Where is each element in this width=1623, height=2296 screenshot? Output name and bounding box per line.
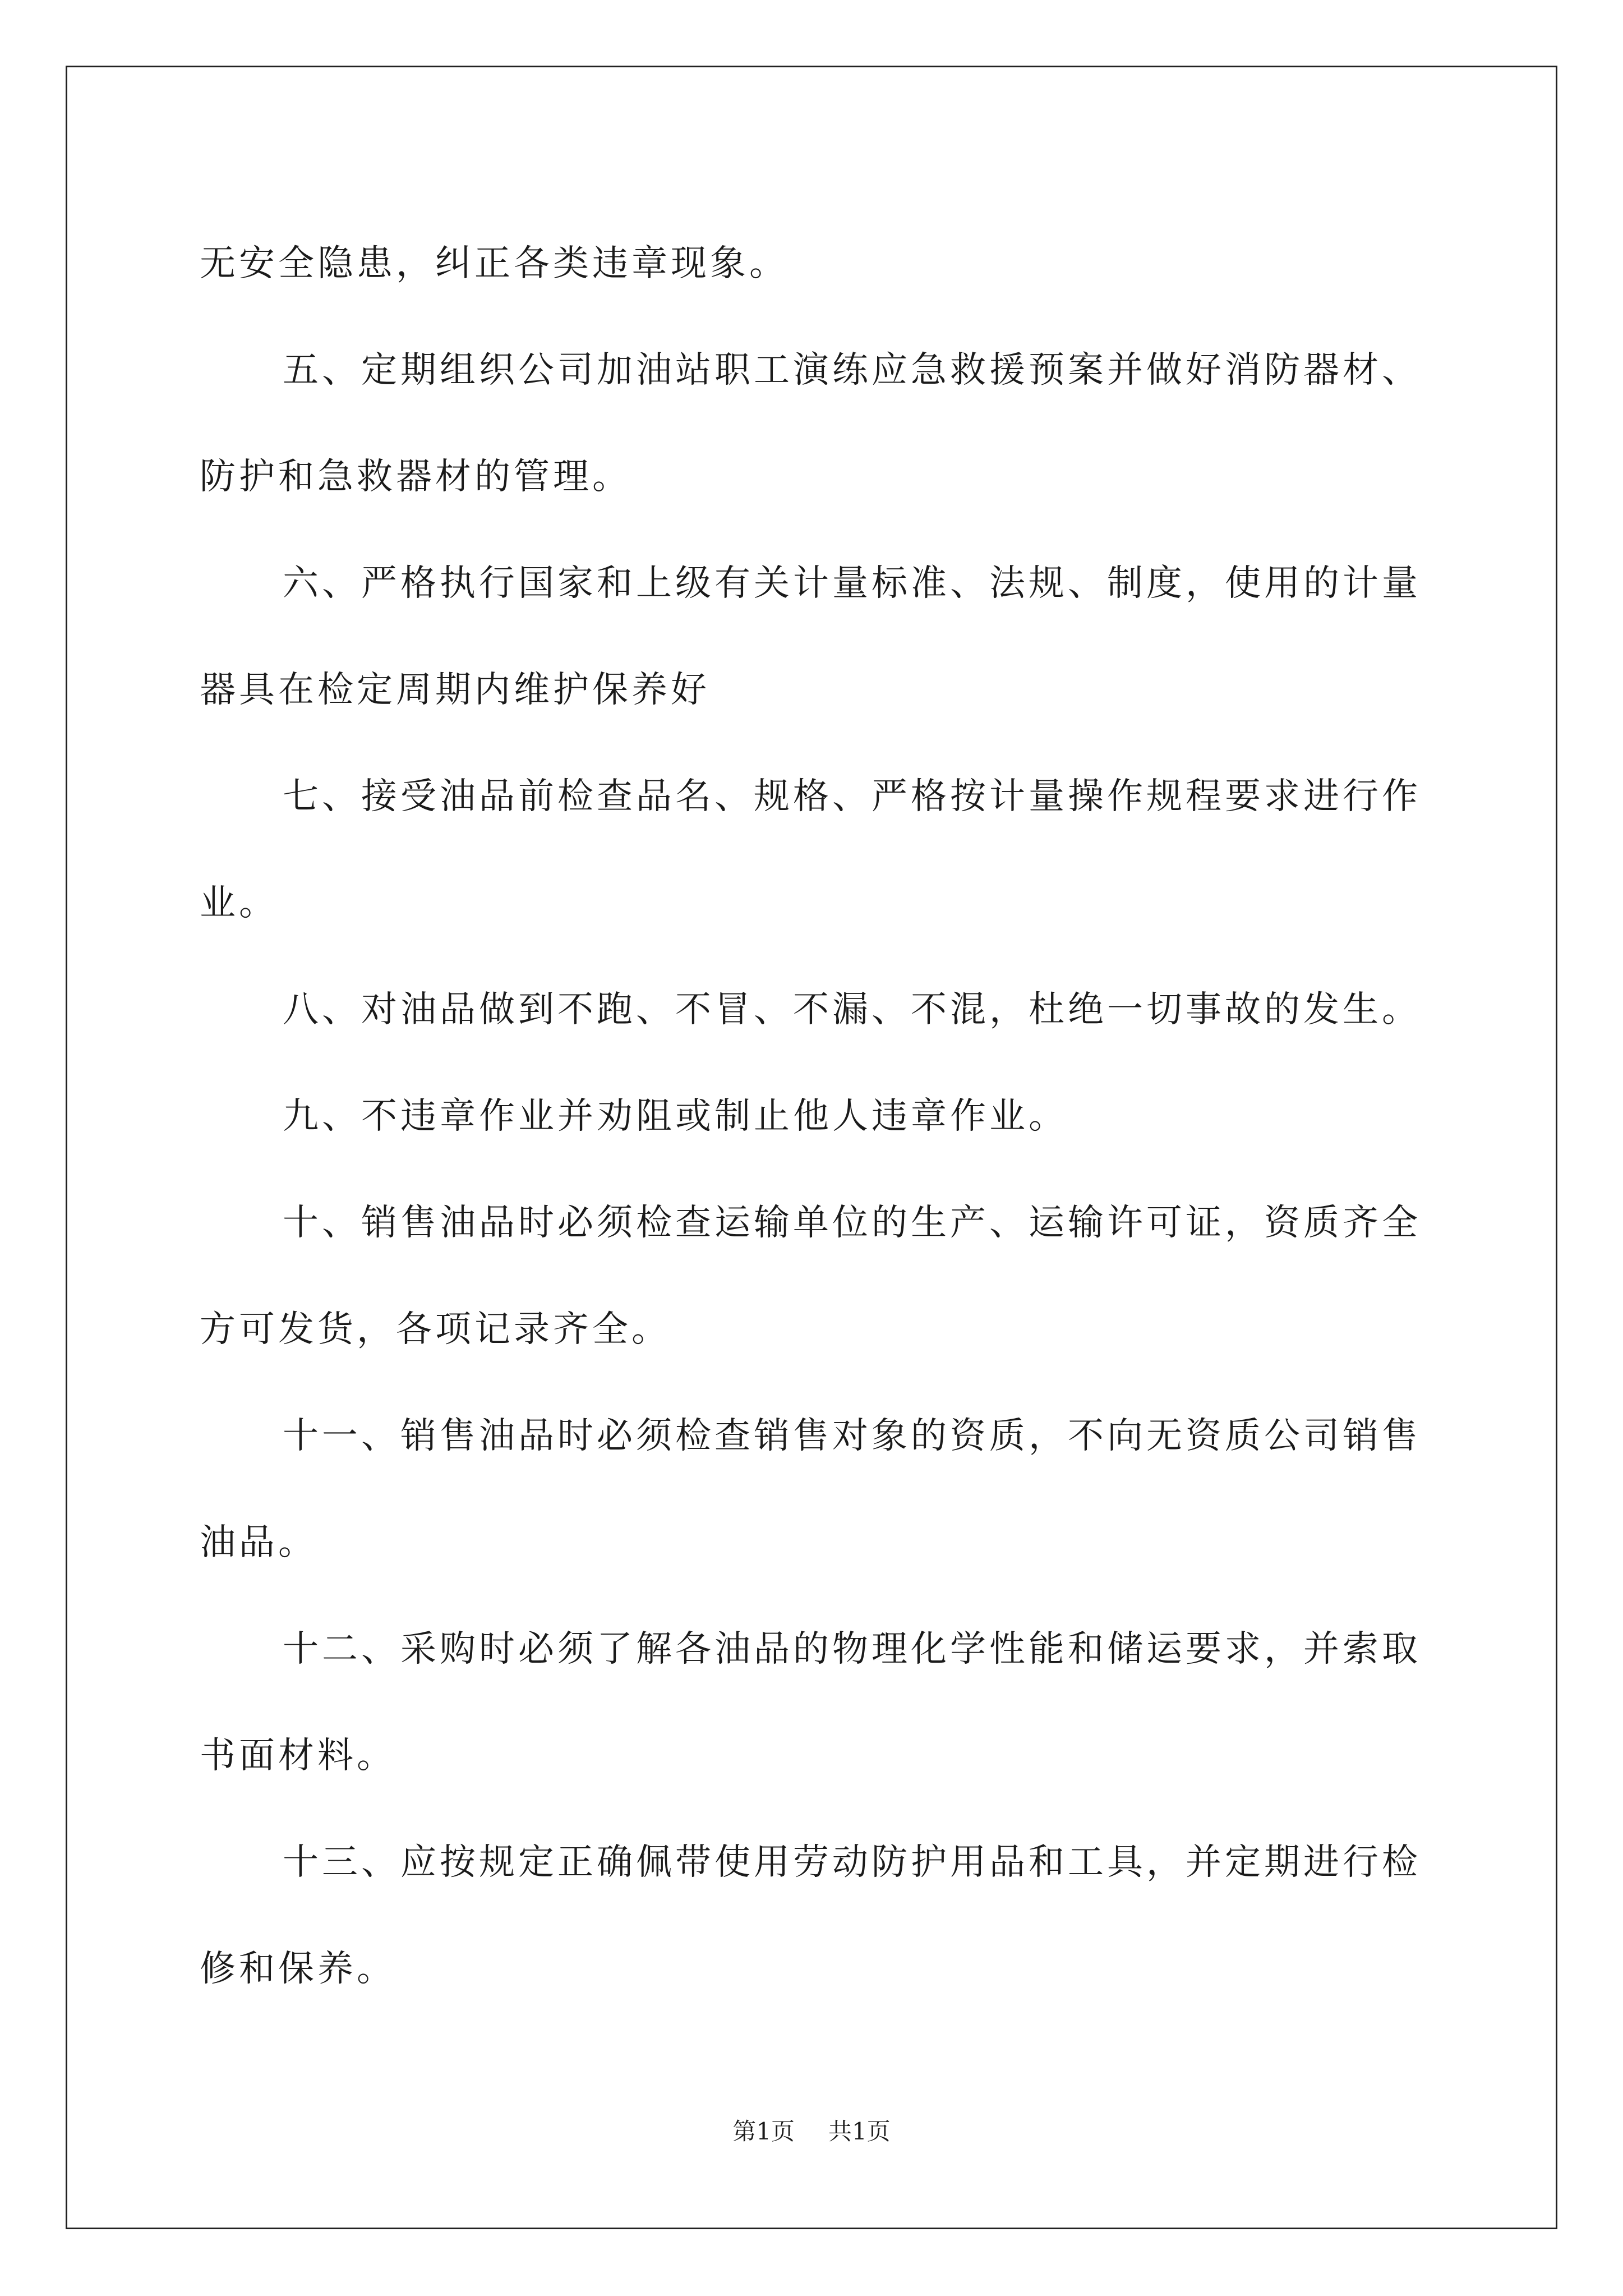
paragraph: 七、接受油品前检查品名、规格、严格按计量操作规程要求进行作业。 xyxy=(200,776,1421,924)
page-footer xyxy=(0,2115,1623,2148)
page-number: 第1页 xyxy=(732,2118,795,2145)
paragraph: 六、严格执行国家和上级有关计量标准、法规、制度，使用的计量器具在检定周期内维护保养好 xyxy=(200,563,1421,711)
document-body xyxy=(200,210,1433,2022)
paragraph: 十二、采购时必须了解各油品的物理化学性能和储运要求，并索取书面材料。 xyxy=(200,1628,1421,1777)
paragraph: 十一、销售油品时必须检查销售对象的资质，不向无资质公司销售油品。 xyxy=(200,1415,1421,1563)
page-total: 共1页 xyxy=(828,2118,891,2145)
paragraph: 十、销售油品时必须检查运输单位的生产、运输许可证，资质齐全方可发货，各项记录齐全。 xyxy=(200,1202,1421,1350)
paragraph: 五、定期组织公司加油站职工演练应急救援预案并做好消防器材、防护和急救器材的管理。 xyxy=(200,349,1421,498)
paragraph: 十三、应按规定正确佩带使用劳动防护用品和工具，并定期进行检修和保养。 xyxy=(200,1842,1421,1990)
paragraph: 九、不违章作业并劝阻或制止他人违章作业。 xyxy=(283,1096,1068,1137)
paragraph: 无安全隐患，纠正各类违章现象。 xyxy=(200,243,789,284)
paragraph: 八、对油品做到不跑、不冒、不漏、不混，杜绝一切事故的发生。 xyxy=(283,989,1421,1030)
